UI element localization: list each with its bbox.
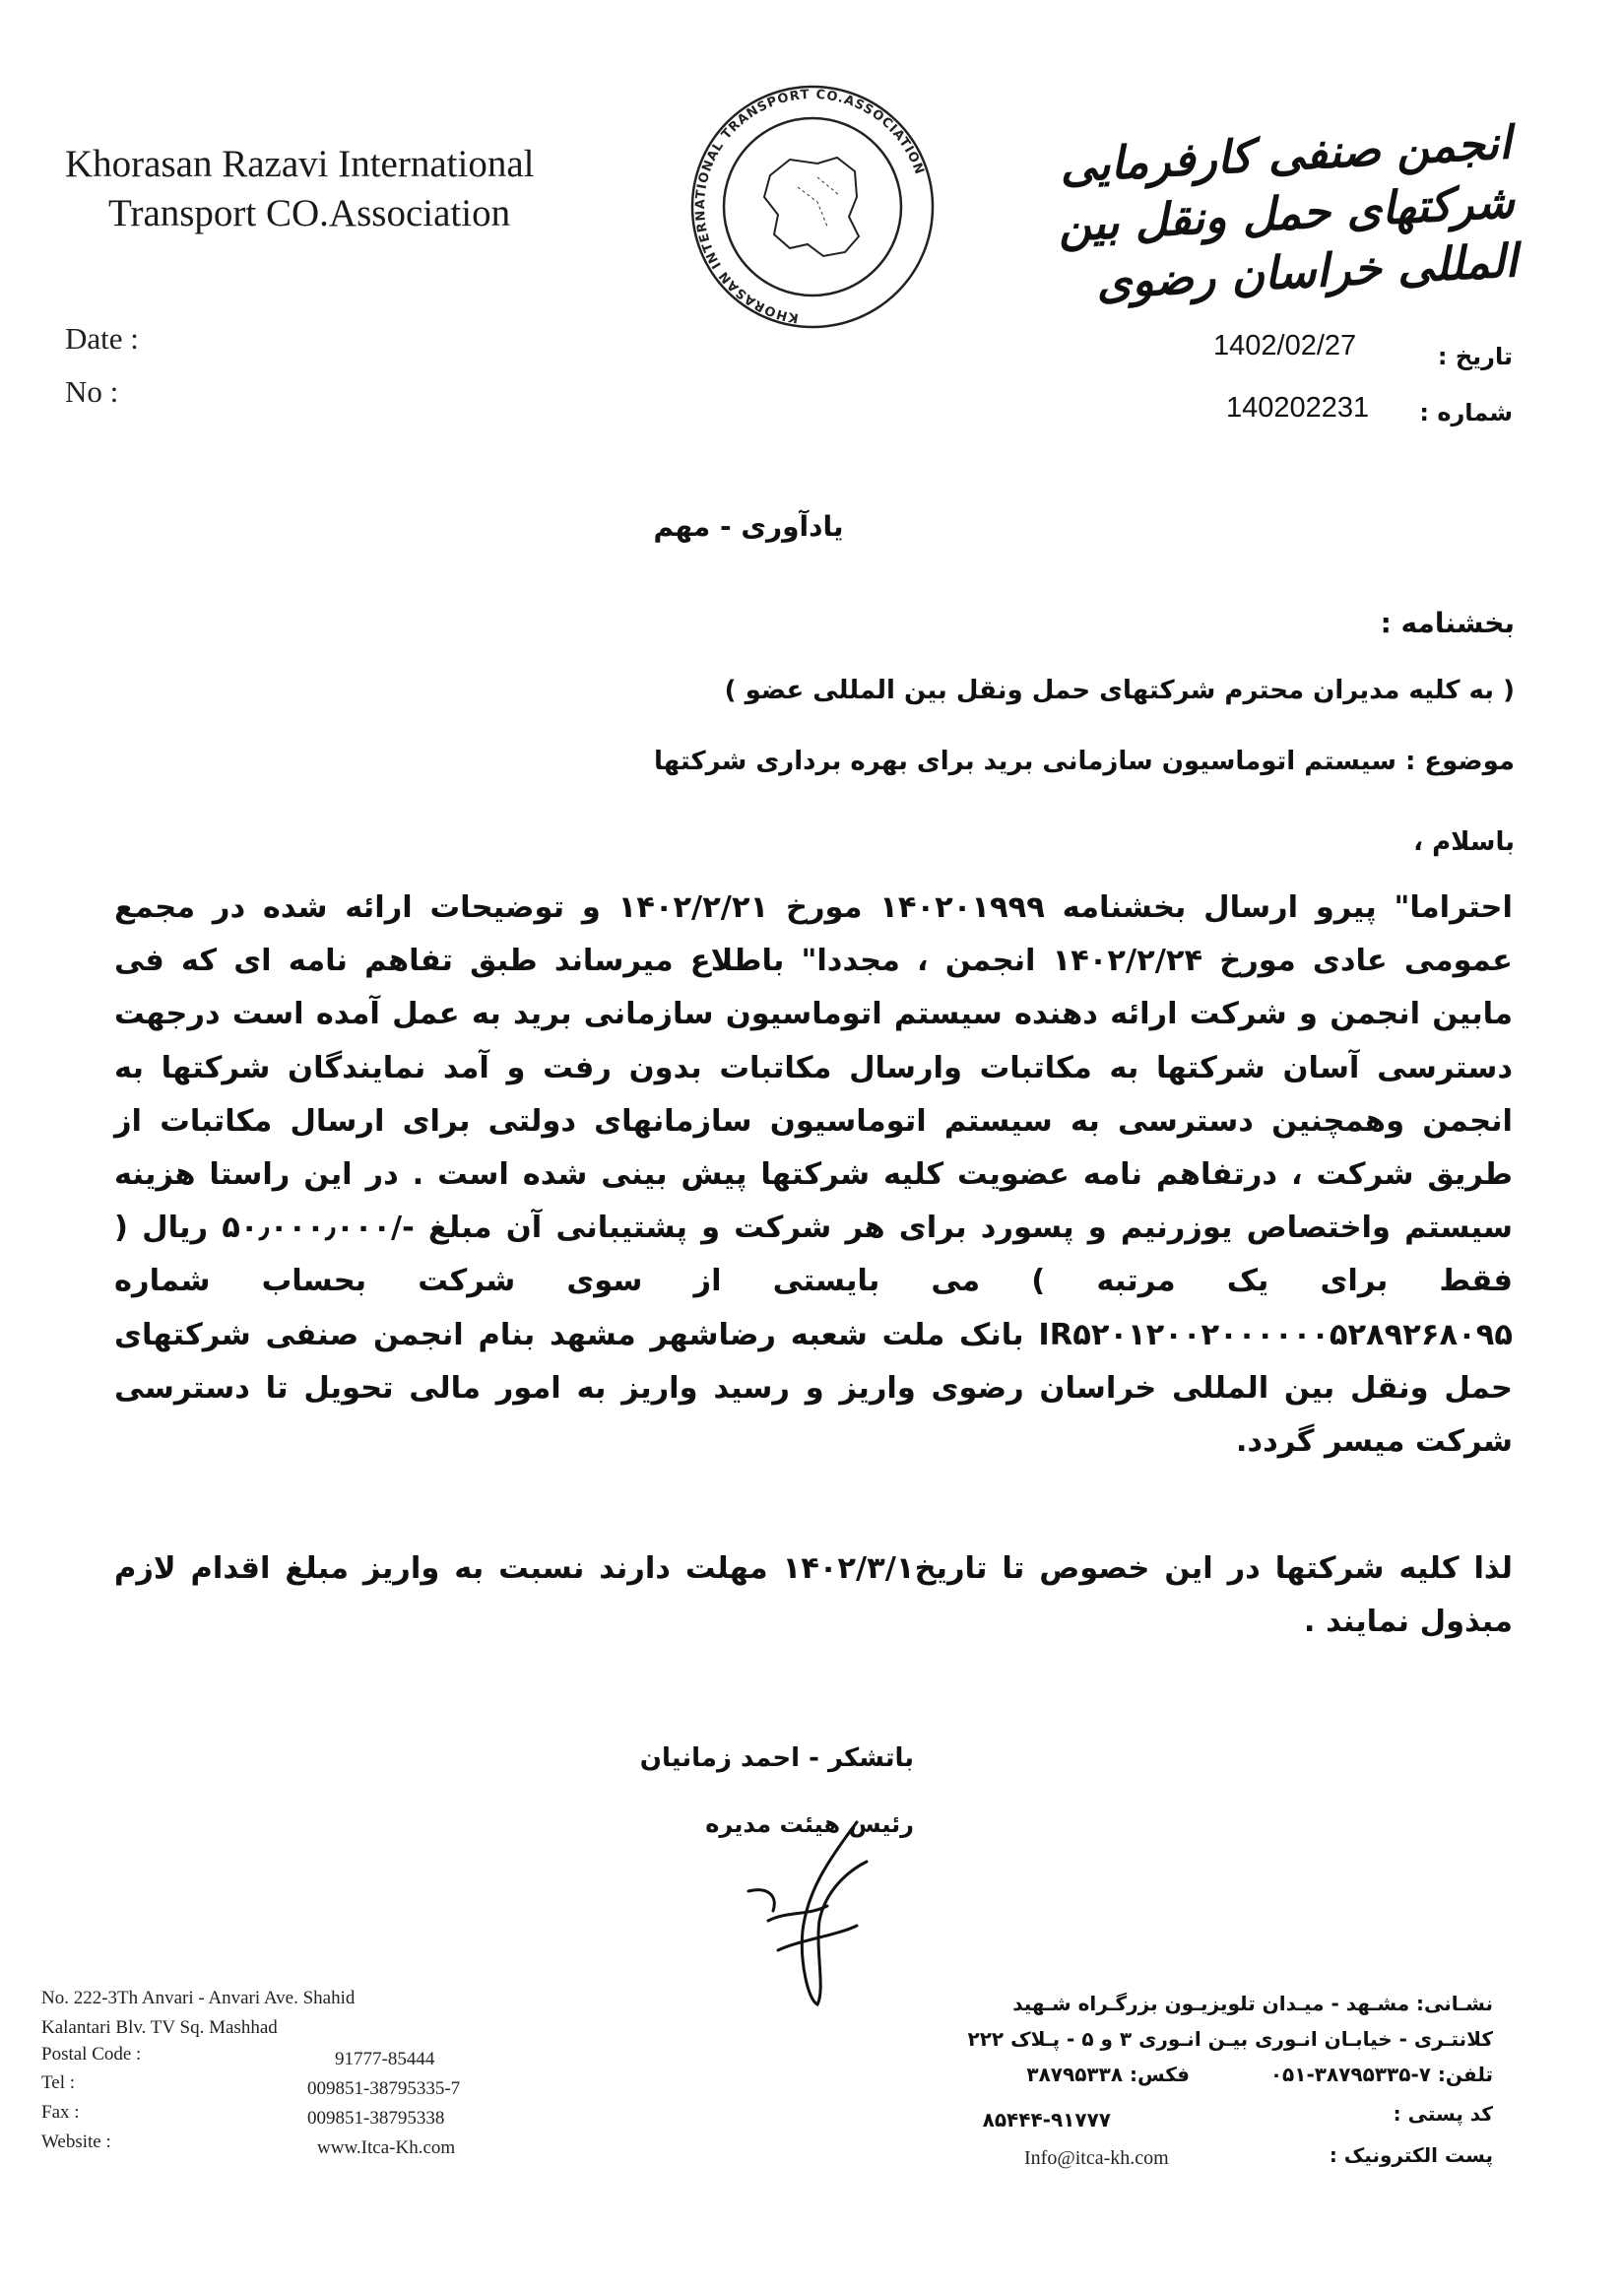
signature-icon bbox=[709, 1803, 906, 2019]
letter-closing: باتشکر - احمد زمانیان bbox=[639, 1743, 914, 1773]
association-seal-logo bbox=[680, 69, 945, 345]
footer-fax-persian: فکس: ۳۸۷۹۵۳۳۸ bbox=[1026, 2063, 1190, 2086]
footer-address-persian-1: نشـانی: مشـهد - میـدان تلویزیـون بزرگـراه شـهید bbox=[1012, 1992, 1493, 2015]
letter-heading: یادآوری - مهم bbox=[653, 510, 844, 543]
footer-postal-label: Postal Code : bbox=[41, 2044, 142, 2065]
letter-number: 140202231 bbox=[1226, 392, 1370, 424]
letter-subject: موضوع : سیستم اتوماسیون سازمانی برید برای بهره برداری شرکتها bbox=[653, 747, 1515, 776]
seal-icon bbox=[680, 69, 945, 345]
footer-postal-persian-label: کد پستی : bbox=[1393, 2102, 1493, 2126]
number-label-english: No : bbox=[65, 374, 119, 409]
footer-email-persian-label: پست الکترونیک : bbox=[1329, 2143, 1493, 2167]
letter-body-paragraph-1: احتراما" پیرو ارسال بخشنامه ۱۴۰۲۰۱۹۹۹ مورخ ۱۴۰۲/۲/۲۱ و توضیحات ارائه شده در مجمع عمومی عادی مورخ ۱۴۰۲/۲/۲۴ انجمن ، مجددا" باطلاع میرساند طبق تفاهم نامه ای که فی مابین انجمن و شرکت ارائه دهنده سیستم اتوماسیون سازمانی برید به عمل آمده است درجهت دسترسی آسان شرکتها به مکاتبات وارسال مکاتبات بدون رفت و آمد نمایندگان شرکتها به انجمن وهمچنین دسترسی به سیستم اتوماسیون سازمانهای دولتی برای ارسال مکاتبات از طریق شرکت ، درتفاهم نامه عضویت کلیه شرکتها پیش بینی شده است . در این راستا هزینه سیستم واختصاص یوزرنیم و پسورد برای هر شرکت و پشتیبانی آن مبلغ -/۵۰٫۰۰۰٫۰۰۰ ریال ( فقط برای یک مرتبه ) می بایستی از سوی شرکت بحساب شماره IR۵۲۰۱۲۰۰۲۰۰۰۰۰۰۵۲۸۹۲۶۸۰۹۵ بانک ملت شعبه رضاشهر مشهد بنام انجمن صنفی شرکتهای حمل ونقل بین المللی خراسان رضوی واریز و رسید واریز به امور مالی تحویل تا دسترسی شرکت میسر گردد. bbox=[114, 890, 1513, 1460]
signer-position: رئیس هیئت مدیره bbox=[705, 1810, 914, 1838]
footer-fax-value: 009851-38795338 bbox=[307, 2108, 445, 2129]
letter-recipient: ( به کلیه مدیران محترم شرکتهای حمل ونقل بین المللی عضو ) bbox=[724, 676, 1515, 705]
org-name-english-line2: Transport CO.Association bbox=[108, 192, 511, 234]
handwritten-signature bbox=[709, 1803, 906, 2019]
number-label-persian: شماره : bbox=[1419, 399, 1513, 426]
letter-date: 1402/02/27 bbox=[1213, 330, 1357, 361]
footer-email-value[interactable]: Info@itca-kh.com bbox=[1024, 2147, 1169, 2169]
footer-tel-value: 009851-38795335-7 bbox=[307, 2078, 461, 2099]
svg-text:KHORASAN INTERNATIONAL TRANSPO bbox=[693, 88, 927, 325]
date-label-english: Date : bbox=[65, 321, 139, 356]
org-name-english-line1: Khorasan Razavi International bbox=[65, 143, 535, 185]
seal-text-english: KHORASAN INTERNATIONAL TRANSPORT CO.ASSOCIATION bbox=[692, 87, 927, 326]
footer-fax-label: Fax : bbox=[41, 2102, 80, 2123]
letter-body-paragraph-2: لذا کلیه شرکتها در این خصوص تا تاریخ۱۴۰۲/۳/۱ مهلت دارند نسبت به واریز مبلغ اقدام لازم مبذول نمایند . bbox=[114, 1551, 1514, 1640]
footer-tel-persian: تلفن: ۷-۳۸۷۹۵۳۳۵-۰۵۱ bbox=[1269, 2063, 1493, 2086]
footer-address-english-1: No. 222-3Th Anvari - Anvari Ave. Shahid bbox=[41, 1988, 356, 2008]
footer-website-value[interactable]: www.Itca-Kh.com bbox=[317, 2137, 456, 2158]
footer-address-english-2: Kalantari Blv. TV Sq. Mashhad bbox=[41, 2017, 278, 2038]
date-label-persian: تاریخ : bbox=[1437, 343, 1513, 370]
footer-tel-label: Tel : bbox=[41, 2072, 76, 2093]
footer-address-persian-2: کلانتـری - خیابـان انـوری بیـن انـوری ۳ و ۵ - پـلاک ۲۲۲ bbox=[967, 2027, 1493, 2051]
footer-postal-persian-value: ۸۵۴۴۴-۹۱۷۷۷ bbox=[982, 2108, 1111, 2132]
org-name-english bbox=[65, 140, 676, 238]
letter-type: بخشنامه : bbox=[1380, 607, 1515, 639]
letter-greeting: باسلام ، bbox=[1413, 827, 1515, 857]
org-name-persian: انجمن صنفی کارفرمایی شرکتهای حمل ونقل بین المللی خراسان رضوی bbox=[1057, 115, 1520, 309]
footer-website-label: Website : bbox=[41, 2132, 111, 2152]
footer-postal-value: 91777-85444 bbox=[335, 2049, 435, 2069]
